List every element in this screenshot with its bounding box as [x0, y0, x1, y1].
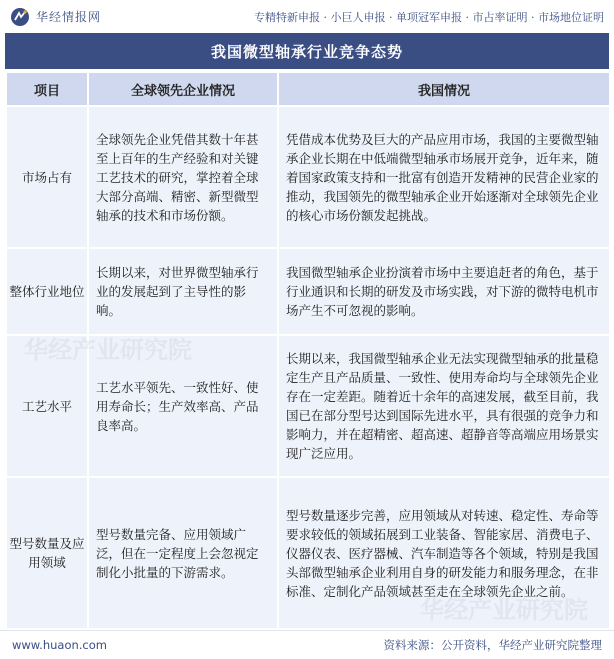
column-header-item: 项目 [7, 73, 87, 105]
row-global: 型号数量完备、应用领域广泛，但在一定程度上会忽视定制化小批量的下游需求。 [89, 478, 277, 628]
row-global: 全球领先企业凭借其数十年甚至上百年的生产经验和对关键工艺技术的研究，掌控着全球大部分高端、精密、新型微型轴承的技术和市场份额。 [89, 107, 277, 247]
table-row [7, 478, 609, 628]
table-row [7, 107, 609, 247]
page-title: 我国微型轴承行业竞争态势 [5, 33, 609, 69]
row-item: 市场占有 [7, 107, 87, 247]
table-row [7, 249, 609, 334]
table-header-row [7, 73, 609, 105]
footer-website[interactable]: www.huaon.com [12, 638, 107, 652]
logo-icon [10, 7, 30, 27]
services-list: 专精特新申报 · 小巨人申报 · 单项冠军申报 · 市占率证明 · 市场地位证明 [254, 10, 604, 24]
footer-source: 资料来源：公开资料，华经产业研究院整理 [383, 638, 602, 652]
brand[interactable] [10, 7, 101, 27]
top-bar [0, 0, 614, 33]
comparison-table [5, 71, 611, 630]
brand-name: 华经情报网 [36, 10, 102, 24]
footer [0, 630, 614, 659]
row-china: 长期以来，我国微型轴承企业无法实现微型轴承的批量稳定生产且产品质量、一致性、使用寿命均与全球领先企业存在一定差距。随着近十余年的高速发展，截至目前，我国已在部分型号达到国际先进水平，具有很强的竞争力和影响力，并在超精密、超高速、超静音等高端应用场景实现广泛应用。 [279, 336, 609, 476]
row-china: 型号数量逐步完善，应用领域从对转速、稳定性、寿命等要求较低的领域拓展到工业装备、智能家居、消费电子、仪器仪表、医疗器械、汽车制造等各个领域，特别是我国头部微型轴承企业利用自身的研发能力和服务理念，在非标准、定制化产品领域甚至走在全球领先企业之前。 [279, 478, 609, 628]
row-global: 工艺水平领先、一致性好、使用寿命长；生产效率高、产品良率高。 [89, 336, 277, 476]
column-header-global: 全球领先企业情况 [89, 73, 277, 105]
row-global: 长期以来，对世界微型轴承行业的发展起到了主导性的影响。 [89, 249, 277, 334]
row-item: 型号数量及应用领域 [7, 478, 87, 628]
row-china: 我国微型轴承企业扮演着市场中主要追赶者的角色，基于行业通识和长期的研发及市场实践，对下游的微特电机市场产生不可忽视的影响。 [279, 249, 609, 334]
row-china: 凭借成本优势及巨大的产品应用市场，我国的主要微型轴承企业长期在中低端微型轴承市场展开竞争，近年来，随着国家政策支持和一批富有创造开发精神的民营企业家的推动，我国领先的微型轴承企业开始逐渐对全球领先企业的核心市场份额发起挑战。 [279, 107, 609, 247]
row-item: 整体行业地位 [7, 249, 87, 334]
column-header-china: 我国情况 [279, 73, 609, 105]
row-item: 工艺水平 [7, 336, 87, 476]
table-row [7, 336, 609, 476]
